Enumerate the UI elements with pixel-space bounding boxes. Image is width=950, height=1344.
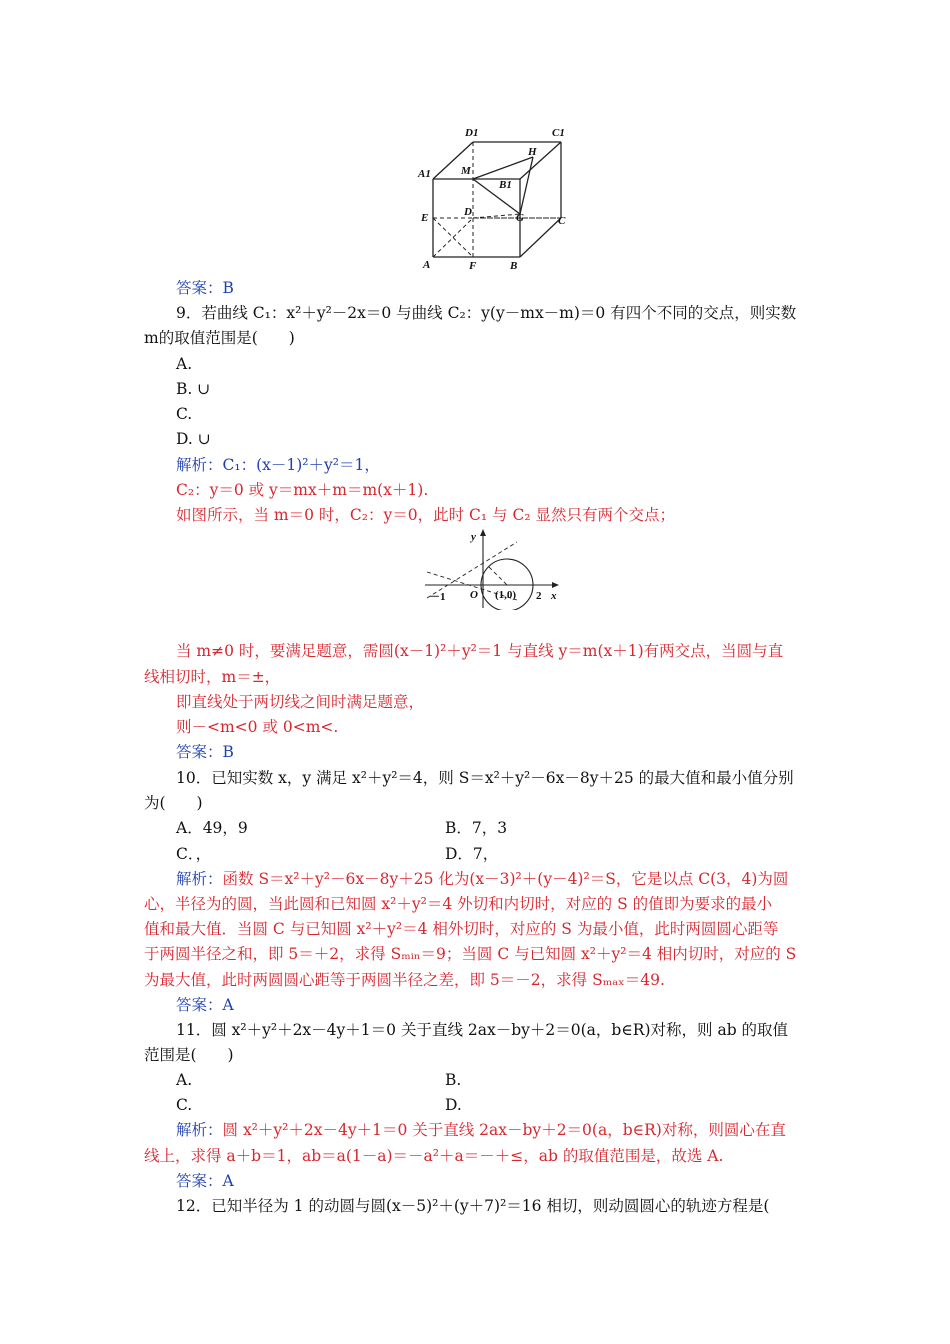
q12-stem-line1: 12．已知半径为 1 的动圆与圆(x－5)²＋(y＋7)²＝16 相切，则动圆圆心的轨迹方程是(	[176, 1197, 770, 1215]
q11-analysis-line2: 线上，求得 a＋b＝1，ab＝a(1－a)＝－a²＋a＝－＋≤，ab 的取值范围是，故选 A.	[144, 1147, 724, 1165]
q9-option-b: B. ∪	[176, 380, 211, 398]
q10-analysis-line4: 于两圆半径之和，即 5＝＋2，求得 Sₘᵢₙ＝9；当圆 C 与已知圆 x²＋y²＝4 相内切时，对应的 S	[144, 945, 797, 963]
q9-stem-line2: m的取值范围是( )	[144, 329, 295, 347]
q9-stem-line1: 9．若曲线 C₁：x²＋y²－2x＝0 与曲线 C₂：y(y－mx－m)＝0 有四个不同的交点，则实数	[176, 304, 797, 322]
q11-analysis-line1-text: 圆 x²＋y²＋2x－4y＋1＝0 关于直线 2ax－by＋2＝0(a，b∈R)对称，则圆心在直	[222, 1121, 786, 1139]
q10-option-c: C．，	[176, 845, 212, 863]
origin-label: O	[470, 589, 478, 601]
q10-analysis-line3: 值和最大值．当圆 C 与已知圆 x²＋y²＝4 相外切时，对应的 S 为最小值，此时两圆圆心距等	[144, 920, 779, 938]
label-H: H	[528, 146, 537, 158]
q9-analysis-line1: 解析：C₁：(x－1)²＋y²＝1，	[176, 456, 380, 474]
label-E: E	[421, 212, 429, 224]
label-B1: B1	[499, 179, 512, 191]
q9-option-a: A.	[176, 355, 193, 373]
q10-analysis-line1: 解析：函数 S＝x²＋y²－6x－8y＋25 化为(x－3)²＋(y－4)²＝S，它是以点 C(3，4)为圆	[176, 870, 789, 888]
q10-analysis-line5: 为最大值，此时两圆圆心距等于两圆半径之差，即 5＝－2，求得 Sₘₐₓ＝49.	[144, 971, 665, 989]
label-B: B	[510, 260, 518, 272]
q10-answer: 答案：A	[176, 996, 234, 1014]
q10-stem-line2: 为( )	[144, 794, 203, 812]
label-G: G	[516, 212, 524, 224]
label-M: M	[461, 165, 471, 177]
q11-stem-line2: 范围是( )	[144, 1046, 234, 1064]
tick-two: 2	[536, 590, 542, 602]
label-F: F	[469, 260, 477, 272]
q11-option-d: D.	[445, 1096, 462, 1114]
axis-y-label: y	[471, 531, 476, 543]
q11-option-b: B.	[445, 1071, 462, 1089]
q9-analysis-line2: C₂：y＝0 或 y＝mx＋m＝m(x＋1).	[176, 481, 429, 499]
q11-option-a: A.	[176, 1071, 193, 1089]
q10-analysis-line1-text: 函数 S＝x²＋y²－6x－8y＋25 化为(x－3)²＋(y－4)²＝S，它是以点 C(3，4)为圆	[222, 870, 789, 888]
label-D1: D1	[465, 127, 479, 139]
q9-analysis-line4: 当 m≠0 时，要满足题意，需圆(x－1)²＋y²＝1 与直线 y＝m(x＋1)有两交点，当圆与直	[176, 642, 784, 660]
q8-answer: 答案：B	[176, 279, 234, 297]
q10-option-a: A．49，9	[176, 819, 248, 837]
label-A1: A1	[418, 168, 431, 180]
q10-analysis-line2: 心，半径为的圆，当此圆和已知圆 x²＋y²＝4 外切和内切时，对应的 S 的值即为要求的最小	[144, 895, 773, 913]
q11-answer: 答案：A	[176, 1172, 234, 1190]
center-label: (1,0)	[495, 589, 517, 601]
label-D: D	[464, 206, 472, 218]
q11-option-c: C.	[176, 1096, 193, 1114]
axis-x-label: x	[551, 590, 557, 602]
q9-analysis-line6: 即直线处于两切线之间时满足题意，	[176, 693, 425, 711]
q11-stem-line1: 11．圆 x²＋y²＋2x－4y＋1＝0 关于直线 2ax－by＋2＝0(a，b∈R)对称，则 ab 的取值	[176, 1021, 789, 1039]
q10-option-b: B．7，3	[445, 819, 508, 837]
q10-stem-line1: 10．已知实数 x，y 满足 x²＋y²＝4，则 S＝x²＋y²－6x－8y＋25 的最大值和最小值分别	[176, 769, 794, 787]
tick-minus1: －1	[429, 591, 446, 603]
q11-analysis-line1: 解析：圆 x²＋y²＋2x－4y＋1＝0 关于直线 2ax－by＋2＝0(a，b∈R)对称，则圆心在直	[176, 1121, 786, 1139]
label-C1: C1	[552, 127, 565, 139]
label-A: A	[423, 259, 431, 271]
q9-option-c: C.	[176, 405, 193, 423]
label-C: C	[558, 215, 566, 227]
q9-analysis-line5: 线相切时，m＝±，	[144, 668, 281, 686]
q9-analysis-line7: 则－<m<0 或 0<m<.	[176, 718, 339, 736]
q9-option-d: D. ∪	[176, 430, 211, 448]
q10-option-d: D．7，	[445, 845, 499, 863]
q9-analysis-line3: 如图所示，当 m＝0 时，C₂：y＝0，此时 C₁ 与 C₂ 显然只有两个交点；	[176, 506, 675, 524]
cube-figure	[415, 122, 575, 274]
circle-figure	[425, 528, 565, 610]
q9-answer: 答案：B	[176, 743, 234, 761]
